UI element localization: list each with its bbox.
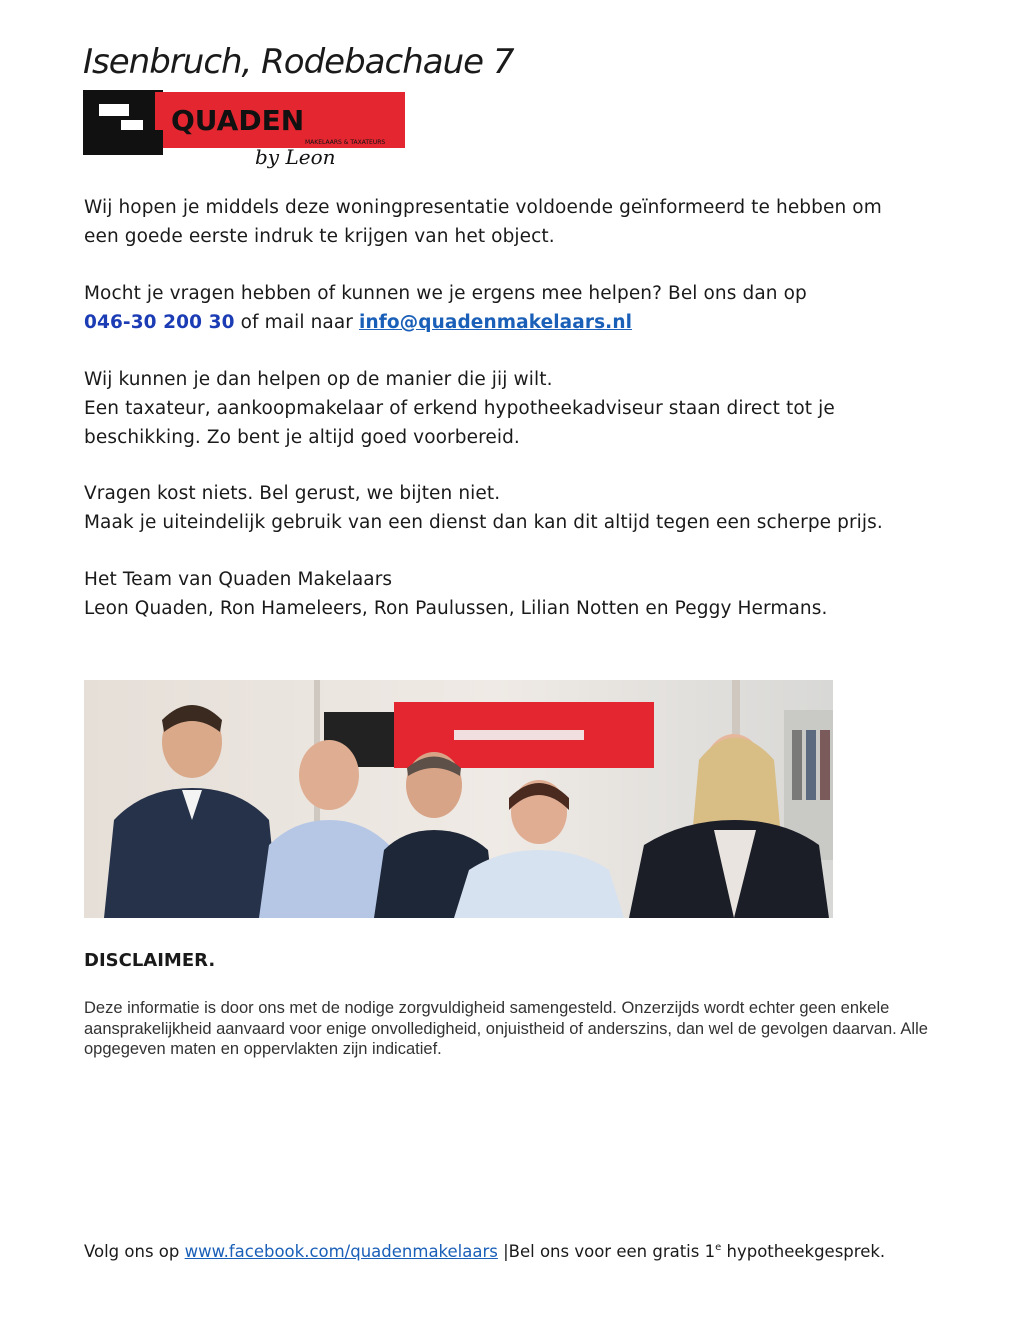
disclaimer-title: DISCLAIMER. bbox=[84, 950, 216, 971]
help-line-1: Wij kunnen je dan helpen op de manier die jij wilt. bbox=[84, 369, 553, 390]
cost-paragraph bbox=[84, 480, 944, 538]
phone-number[interactable]: 046-30 200 30 bbox=[84, 311, 235, 333]
mail-text: of mail naar bbox=[234, 311, 359, 333]
footer-suffix: hypotheekgesprek. bbox=[721, 1242, 886, 1261]
cost-line-1: Vragen kost niets. Bel gerust, we bijten niet. bbox=[84, 483, 501, 504]
footer-sup: e bbox=[715, 1242, 722, 1253]
team-photo bbox=[84, 680, 833, 918]
email-link[interactable]: info@quadenmakelaars.nl bbox=[359, 311, 633, 333]
help-paragraph bbox=[84, 366, 944, 452]
quaden-logo bbox=[83, 90, 405, 172]
footer bbox=[84, 1242, 984, 1261]
disclaimer-text: Deze informatie is door ons met de nodige zorgvuldigheid samengesteld. Onzerzijds wordt echter geen enkele aansprakelijkheid aanvaard voor enige onvolledigheid, onjuistheid of anderszins, dan wel de gevolgen daarvan. Alle opgegeven maten en oppervlakten zijn indicatief. bbox=[84, 999, 928, 1059]
page-title: Isenbruch, Rodebachaue 7 bbox=[83, 42, 514, 82]
contact-line-1: Mocht je vragen hebben of kunnen we je ergens mee helpen? Bel ons dan op bbox=[84, 283, 807, 304]
intro-paragraph bbox=[84, 194, 944, 252]
help-line-2: Een taxateur, aankoopmakelaar of erkend hypotheekadviseur staan direct tot je bbox=[84, 397, 835, 419]
logo-brand: QUADEN bbox=[171, 104, 305, 137]
intro-line-2: een goede eerste indruk te krijgen van het object. bbox=[84, 225, 555, 247]
facebook-link[interactable]: www.facebook.com/quadenmakelaars bbox=[184, 1242, 498, 1261]
logo-tagline: MAKELAARS & TAXATEURS bbox=[305, 139, 386, 146]
contact-paragraph bbox=[84, 280, 944, 338]
cost-line-2: Maak je uiteindelijk gebruik van een dienst dan kan dit altijd tegen een scherpe prijs. bbox=[84, 511, 883, 533]
team-line-1: Het Team van Quaden Makelaars bbox=[84, 569, 393, 590]
footer-middle: |Bel ons voor een gratis 1 bbox=[497, 1242, 716, 1261]
help-line-3: beschikking. Zo bent je altijd goed voorbereid. bbox=[84, 426, 520, 448]
team-line-2: Leon Quaden, Ron Hameleers, Ron Paulussen, Lilian Notten en Peggy Hermans. bbox=[84, 597, 828, 619]
footer-prefix: Volg ons op bbox=[84, 1242, 185, 1261]
contact-line-2 bbox=[84, 309, 944, 338]
logo-signature: by Leon bbox=[255, 145, 336, 169]
team-paragraph bbox=[84, 566, 944, 624]
intro-line-1: Wij hopen je middels deze woningpresentatie voldoende geïnformeerd te hebben om bbox=[84, 197, 882, 218]
